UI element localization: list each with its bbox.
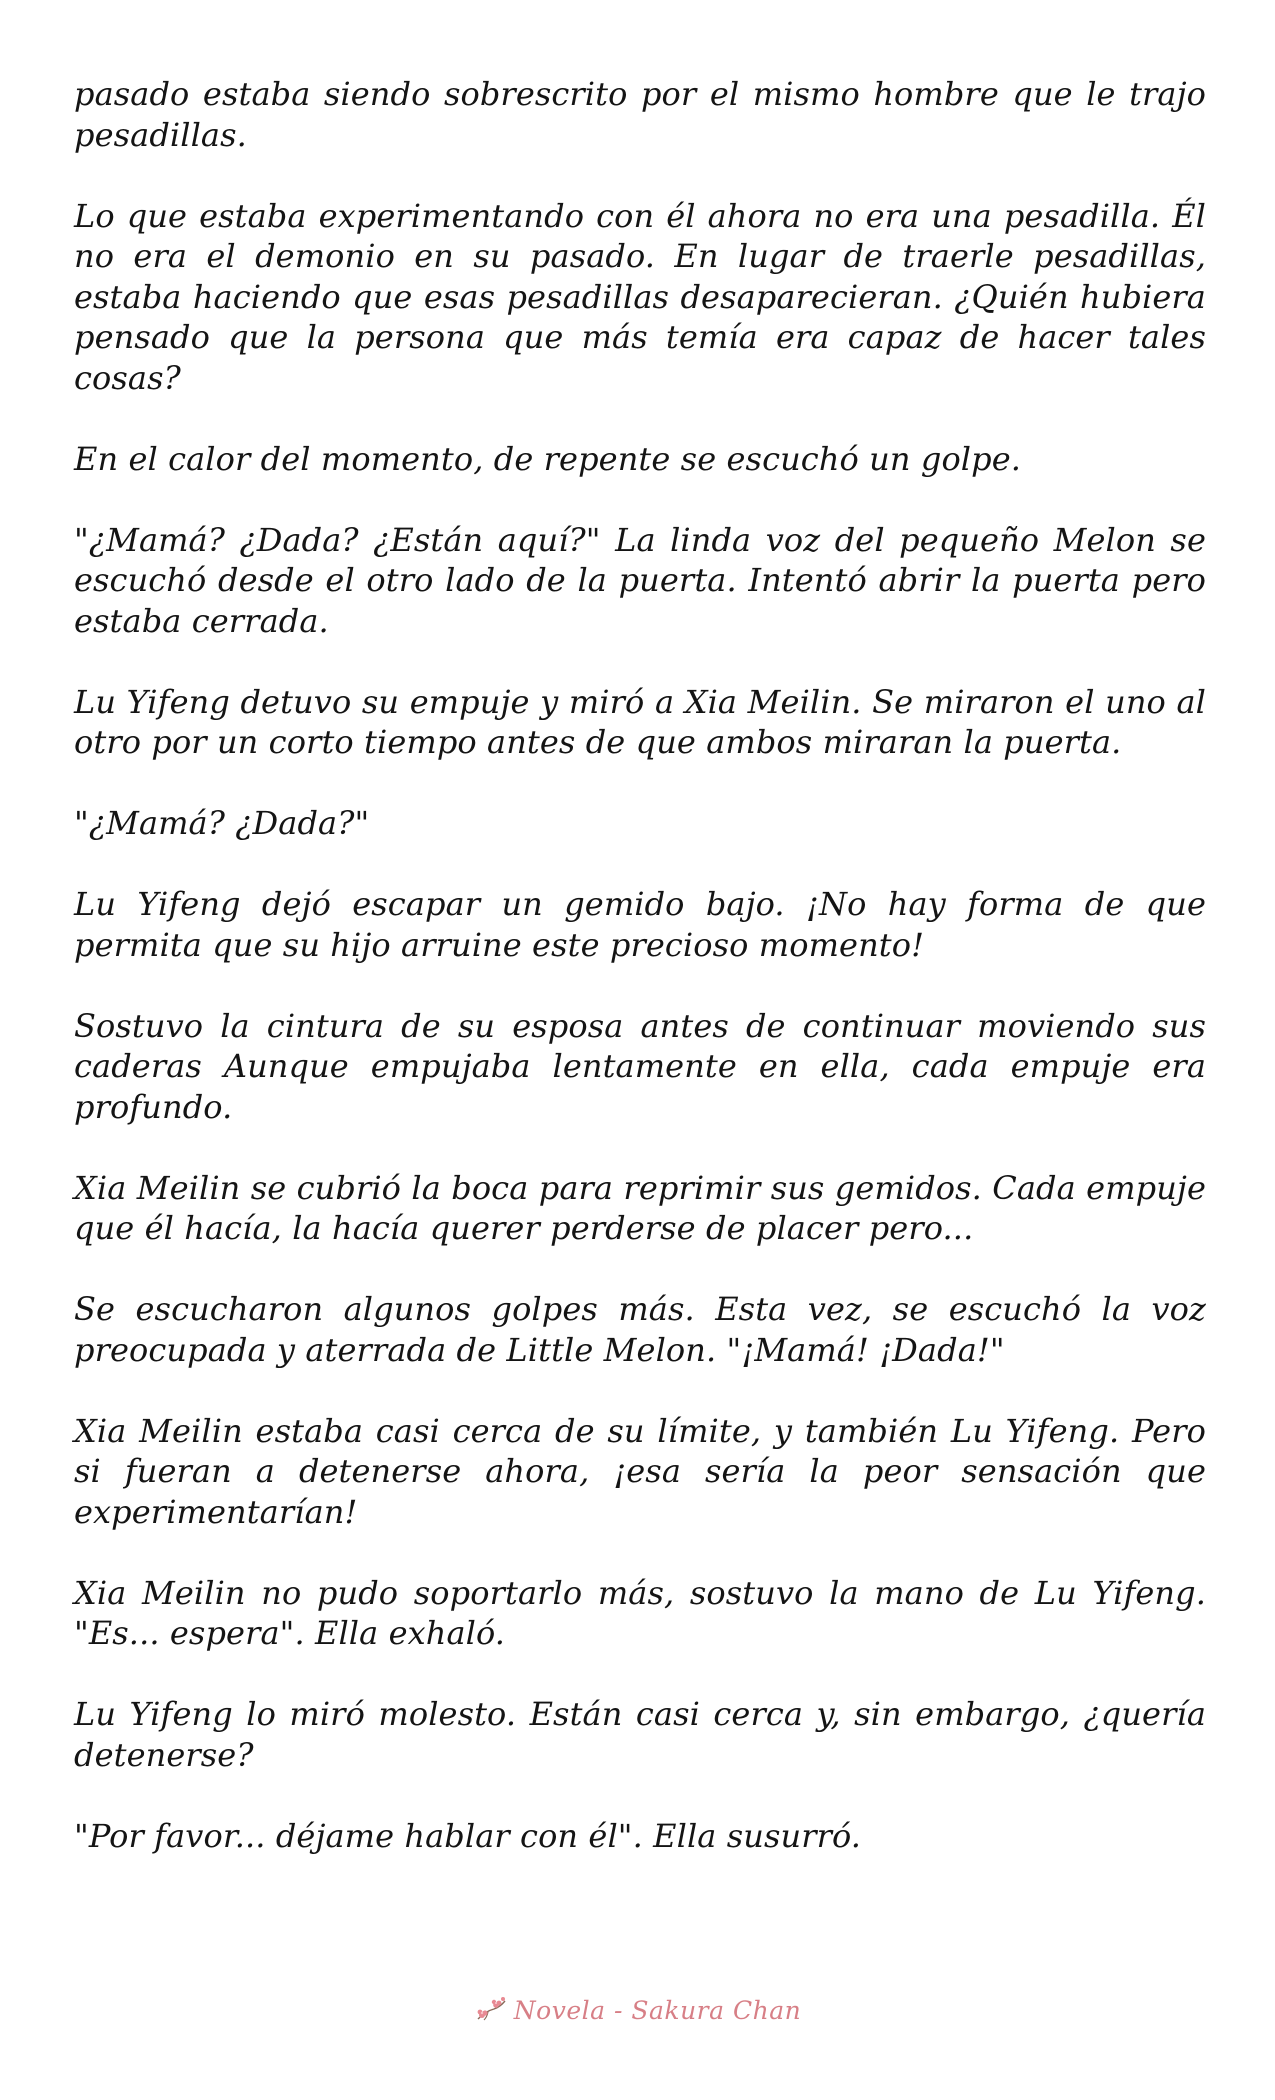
sakura-flower-icon [474,1995,508,2025]
footer-text: Novela - Sakura Chan [513,1995,802,2025]
paragraph-8: Sostuvo la cintura de su esposa antes de continuar moviendo sus caderas Aunque empujaba lentamente en ella, cada empuje era profundo. [74,1006,1206,1126]
paragraph-1: pasado estaba siendo sobrescrito por el mismo hombre que le trajo pesadillas. [74,75,1206,154]
document-body [74,74,1206,1897]
footer-watermark [474,1995,801,2025]
paragraph-6: "¿Mamá? ¿Dada?" [74,804,370,842]
paragraph-2: Lo que estaba experimentando con él ahora no era una pesadilla. Él no era el demonio en su pasado. En lugar de traerle pesadillas, estaba haciendo que esas pesadillas desaparecieran. ¿Quién hubiera pensado que la persona que más temía era capaz de hacer tales cosas? [74,196,1206,397]
paragraph-10: Se escucharon algunos golpes más. Esta vez, se escuchó la voz preocupada y aterrada de Little Melon. "¡Mamá! ¡Dada!" [74,1290,1206,1369]
paragraph-3: En el calor del momento, de repente se escuchó un golpe. [74,439,1022,478]
paragraph-7: Lu Yifeng dejó escapar un gemido bajo. ¡No hay forma de que permita que su hijo arruine este precioso momento! [74,885,1206,964]
page-footer [0,1995,1275,2035]
paragraph-11: Xia Meilin estaba casi cerca de su límite, y también Lu Yifeng. Pero si fueran a detenerse ahora, ¡esa sería la peor sensación que experimentarían! [74,1411,1206,1531]
paragraph-9: Xia Meilin se cubrió la boca para reprimir sus gemidos. Cada empuje que él hacía, la hacía querer perderse de placer pero... [74,1168,1206,1247]
paragraph-13: Lu Yifeng lo miró molesto. Están casi cerca y, sin embargo, ¿quería detenerse? [74,1695,1206,1774]
paragraph-5: Lu Yifeng detuvo su empuje y miró a Xia Meilin. Se miraron el uno al otro por un corto tiempo antes de que ambos miraran la puerta. [74,682,1206,761]
paragraph-4: "¿Mamá? ¿Dada? ¿Están aquí?" La linda voz del pequeño Melon se escuchó desde el otro lado de la puerta. Intentó abrir la puerta pero estaba cerrada. [74,520,1206,640]
paragraph-12: Xia Meilin no pudo soportarlo más, sostuvo la mano de Lu Yifeng. "Es... espera". Ella exhaló. [74,1573,1206,1652]
paragraph-14: "Por favor... déjame hablar con él". Ella susurró. [74,1816,862,1855]
